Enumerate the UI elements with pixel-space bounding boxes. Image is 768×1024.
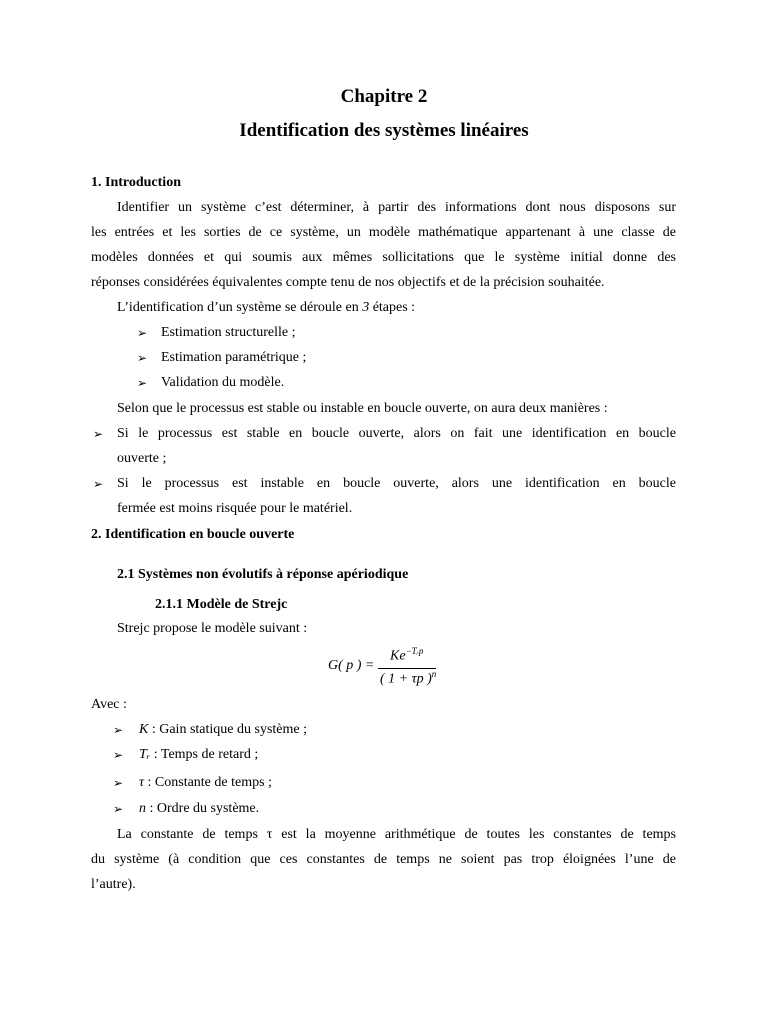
steps-intro: [117, 300, 415, 316]
subsection-2-1-1-heading: 2.1.1 Modèle de Strejc: [155, 597, 288, 612]
arrowhead-bullet-icon: ➢: [113, 723, 124, 737]
steps-count: 3: [362, 300, 370, 315]
arrowhead-bullet-icon: ➢: [93, 427, 104, 441]
arrowhead-bullet-icon: ➢: [113, 776, 124, 790]
def-item: [139, 801, 259, 817]
section-2-heading: 2. Identification en boucle ouverte: [91, 527, 295, 542]
final-line-3: l’autre).: [91, 877, 136, 892]
equation-num-base: Ke: [390, 648, 406, 664]
step-item: Estimation structurelle ;: [161, 325, 296, 340]
def-symbol: τ: [139, 775, 145, 790]
arrowhead-bullet-icon: ➢: [113, 748, 124, 762]
def-text: : Temps de retard ;: [150, 747, 259, 762]
steps-intro-post: étapes :: [369, 300, 416, 315]
intro-line-2: les entrées et les sorties de ce système, un modèle mathématique appartenant à une classe de: [91, 225, 676, 240]
equation-lhs: G( p ) =: [328, 658, 375, 673]
intro-line-3: modèles données et qui soumis aux mêmes sollicitations que le système initial donne des: [91, 250, 676, 265]
intro-line-1: Identifier un système c’est déterminer, à partir des informations dont nous disposons sur: [117, 200, 676, 215]
def-item: [139, 722, 307, 738]
equation-num-exp: −Tᵣp: [405, 646, 424, 656]
case-stable-line-1: Si le processus est stable en boucle ouverte, alors on fait une identification en boucle: [117, 426, 676, 441]
steps-intro-pre: L’identification d’un système se déroule en: [117, 300, 363, 315]
subsection-2-1-heading: 2.1 Systèmes non évolutifs à réponse apériodique: [117, 567, 409, 582]
equation-numerator: [390, 646, 423, 665]
def-symbol: Tᵣ: [139, 747, 151, 762]
step-item: Validation du modèle.: [161, 375, 285, 390]
equation-den-exp: n: [431, 669, 437, 679]
model-intro: Strejc propose le modèle suivant :: [117, 621, 308, 636]
arrowhead-bullet-icon: ➢: [93, 477, 104, 491]
case-unstable-line-2: fermée est moins risquée pour le matériel.: [117, 501, 353, 516]
def-text: : Constante de temps ;: [144, 775, 272, 790]
final-line-1: La constante de temps τ est la moyenne arithmétique de toutes les constantes de temps: [117, 827, 676, 842]
arrowhead-bullet-icon: ➢: [137, 326, 148, 340]
section-1-heading: 1. Introduction: [91, 175, 181, 190]
def-symbol: n: [139, 801, 146, 816]
def-text: : Ordre du système.: [146, 801, 260, 816]
equation-denominator: [380, 669, 436, 688]
step-item: Estimation paramétrique ;: [161, 350, 307, 365]
def-item: [139, 747, 258, 763]
arrowhead-bullet-icon: ➢: [113, 802, 124, 816]
avec-label: Avec :: [91, 697, 127, 712]
modes-intro: Selon que le processus est stable ou instable en boucle ouverte, on aura deux manières :: [117, 401, 608, 416]
equation-den-base: ( 1 + τp ): [380, 671, 432, 687]
def-symbol: K: [139, 722, 149, 737]
arrowhead-bullet-icon: ➢: [137, 376, 148, 390]
chapter-title: Identification des systèmes linéaires: [239, 120, 529, 141]
def-text: : Gain statique du système ;: [148, 722, 307, 737]
case-unstable-line-1: Si le processus est instable en boucle ouverte, alors une identification en boucle: [117, 476, 676, 491]
intro-line-4: réponses considérées équivalentes compte tenu de nos objectifs et de la précision souhaitée.: [91, 275, 605, 290]
case-stable-line-2: ouverte ;: [117, 451, 167, 466]
arrowhead-bullet-icon: ➢: [137, 351, 148, 365]
chapter-number: Chapitre 2: [340, 86, 428, 107]
final-line-2: du système (à condition que ces constantes de temps ne soient pas trop éloignées l’une de: [91, 852, 676, 867]
def-item: [139, 775, 272, 791]
